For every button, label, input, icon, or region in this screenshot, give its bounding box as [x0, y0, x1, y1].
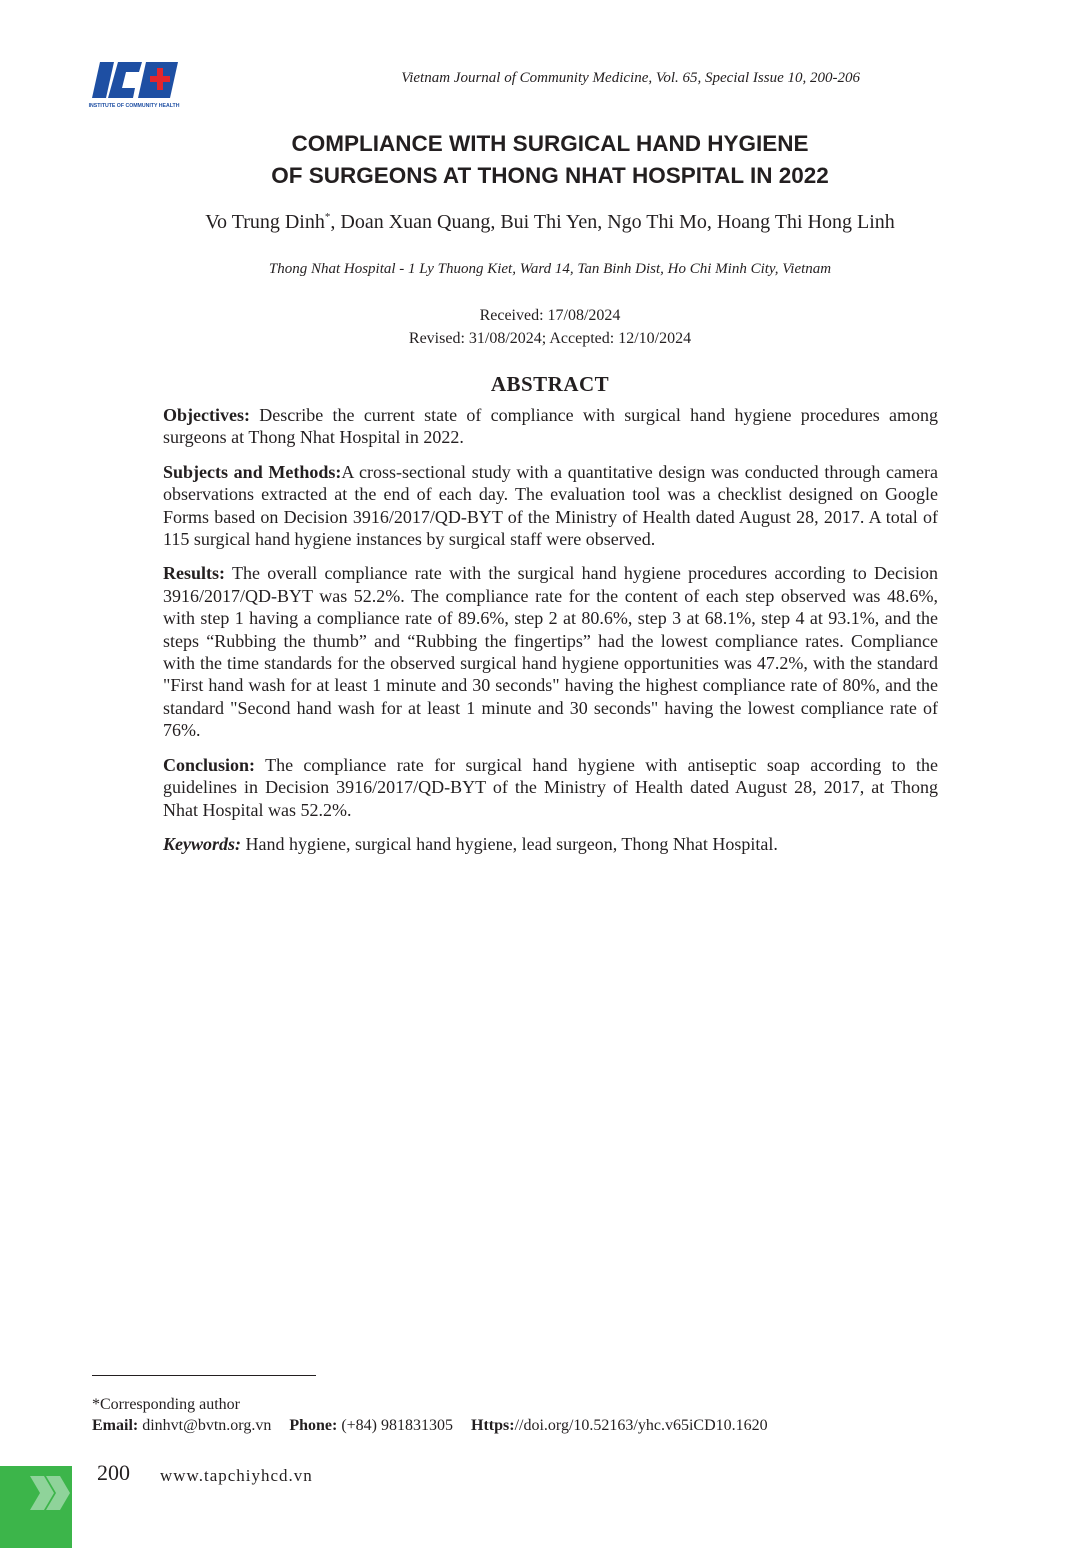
keywords-text: Hand hygiene, surgical hand hygiene, lead surgeon, Thong Nhat Hospital.	[241, 833, 778, 854]
methods-label: Subjects and Methods:	[163, 461, 342, 482]
doi-label: Https:	[471, 1417, 515, 1434]
abstract-body	[163, 404, 938, 867]
abstract-keywords	[163, 833, 938, 855]
received-date: Received: 17/08/2024	[479, 307, 621, 324]
email-label: Email:	[92, 1417, 139, 1434]
conclusion-label: Conclusion:	[163, 754, 256, 775]
results-text: The overall compliance rate with the surgical hand hygiene procedures according to Decision 3916/2017/QD-BYT was 52.2%. The compliance rate for the content of each step observed was 48.6%, with step 1 having a compliance rate of 89.6%, step 2 at 80.6%, step 3 at 68.1%, step 4 at 93.1%, and the steps “Rubbing the thumb” and “Rubbing the fingertips” had the lowest compliance rates. Compliance with the time standards for the observed surgical hand hygiene opportunities was 47.2%, with the standard "First hand wash for at least 1 minute and 30 seconds" having the highest compliance rate of 80%, and the standard "Second hand wash for at least 1 minute and 30 seconds" having the lowest compliance rate of 76%.	[163, 563, 938, 741]
website-link[interactable]: www.tapchiyhcd.vn	[160, 1466, 313, 1485]
abstract-heading: ABSTRACT	[490, 372, 610, 396]
keywords-label: Keywords:	[163, 833, 241, 854]
abstract-results	[163, 562, 938, 741]
journal-logo	[88, 60, 180, 110]
page-number: 200	[97, 1460, 130, 1485]
phone-label: Phone:	[289, 1417, 338, 1434]
abstract-methods	[163, 461, 938, 551]
article-title	[120, 128, 980, 192]
results-label: Results:	[163, 563, 225, 584]
journal-header: Vietnam Journal of Community Medicine, Vol. 65, Special Issue 10, 200-206	[401, 70, 860, 86]
corresponding-author-note: *Corresponding author	[92, 1396, 240, 1413]
phone-value: (+84) 981831305	[337, 1417, 454, 1434]
author-rest: , Doan Xuan Quang, Bui Thi Yen, Ngo Thi Mo, Hoang Thi Hong Linh	[330, 211, 895, 233]
title-line-2: OF SURGEONS AT THONG NHAT HOSPITAL IN 2022	[271, 163, 829, 188]
abstract-objectives	[163, 404, 938, 449]
objectives-text: Describe the current state of compliance with surgical hand hygiene procedures among surgeons at Thong Nhat Hospital in 2022.	[163, 405, 938, 448]
abstract-conclusion	[163, 754, 938, 821]
author-first: Vo Trung Dinh	[205, 211, 325, 233]
objectives-label: Objectives:	[163, 405, 250, 425]
affiliation: Thong Nhat Hospital - 1 Ly Thuong Kiet, Ward 14, Tan Binh Dist, Ho Chi Minh City, Vietnam	[268, 261, 832, 277]
corresponding-mark: *	[324, 211, 331, 223]
email-link[interactable]: dinhvt@bvtn.org.vn	[138, 1417, 272, 1434]
revised-accepted-date: Revised: 31/08/2024; Accepted: 12/10/2024	[408, 330, 692, 347]
title-line-1: COMPLIANCE WITH SURGICAL HAND HYGIENE	[291, 131, 809, 156]
article-dates	[120, 304, 980, 350]
svg-text:INSTITUTE OF COMMUNITY HEALTH: INSTITUTE OF COMMUNITY HEALTH	[88, 103, 180, 109]
author-list	[120, 211, 980, 234]
contact-line	[92, 1417, 768, 1435]
page-tab	[0, 1466, 72, 1548]
methods-text: A cross-sectional study with a quantitative design was conducted through camera observations extracted at the end of each day. The evaluation tool was a checklist designed on Google Forms based on Decision 3916/2017/QD-BYT of the Ministry of Health dated August 28, 2017. A total of 115 surgical hand hygiene instances by surgical staff were observed.	[163, 461, 938, 550]
ich-logo-icon	[88, 60, 180, 110]
footnote-divider	[92, 1375, 316, 1376]
conclusion-text: The compliance rate for surgical hand hygiene with antiseptic soap according to the guidelines in Decision 3916/2017/QD-BYT of the Ministry of Health dated August 28, 2017, at Thong Nhat Hospital was 52.2%.	[163, 754, 938, 820]
double-chevron-icon	[0, 1466, 72, 1548]
doi-link[interactable]: //doi.org/10.52163/yhc.v65iCD10.1620	[514, 1417, 768, 1434]
